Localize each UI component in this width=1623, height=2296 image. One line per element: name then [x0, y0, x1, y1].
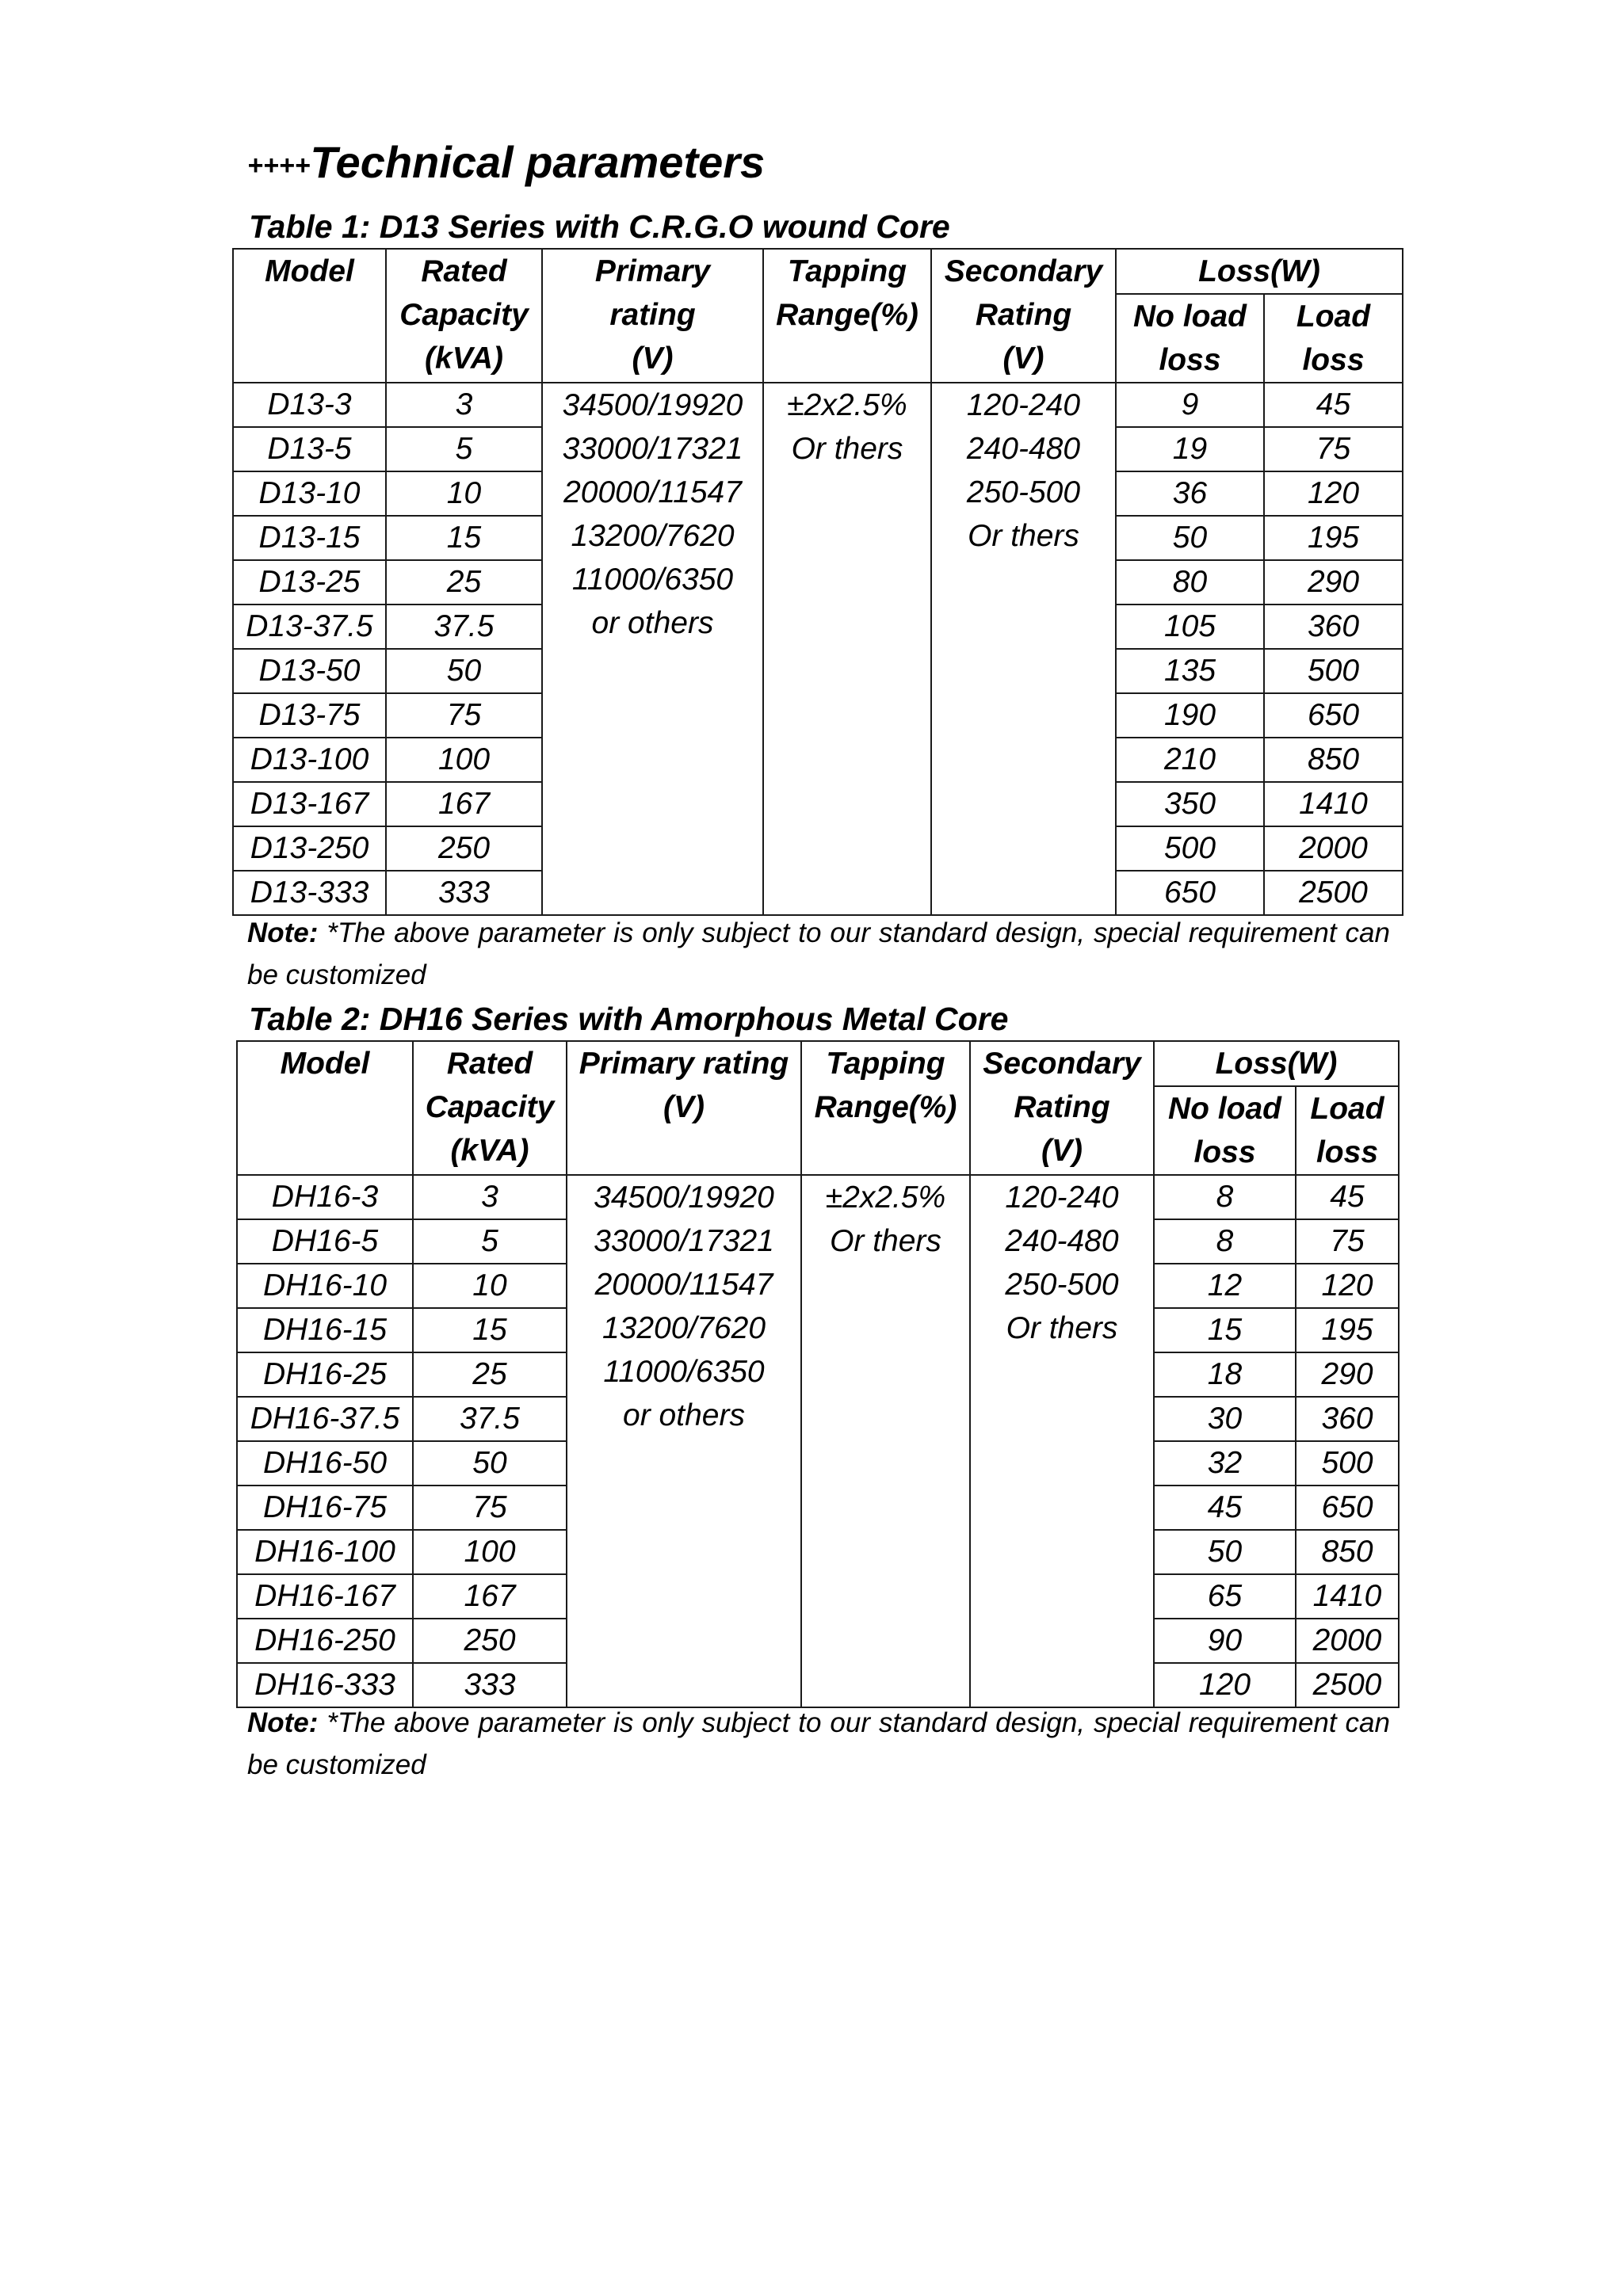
- cell-load-loss: 360: [1264, 605, 1403, 649]
- cell-no-load-loss: 32: [1154, 1441, 1296, 1486]
- cell-load-loss: 650: [1264, 693, 1403, 738]
- cell-no-load-loss: 8: [1154, 1219, 1296, 1264]
- note-text: *The above parameter is only subject to our standard design, special requirement can be customized: [247, 917, 1390, 990]
- cell-secondary-rating-line: 240-480: [1005, 1224, 1119, 1258]
- cell-no-load-loss: 12: [1154, 1264, 1296, 1308]
- cell-model: D13-10: [233, 471, 386, 516]
- cell-capacity: 250: [386, 826, 542, 871]
- cell-model: DH16-15: [237, 1308, 413, 1352]
- cell-tapping-range-line: Or thers: [791, 432, 903, 466]
- header-tapping: Tapping Range(%): [801, 1041, 970, 1175]
- header-primary: Primary rating (V): [567, 1041, 801, 1175]
- header-load-loss: Load loss: [1264, 294, 1403, 383]
- cell-model: DH16-167: [237, 1574, 413, 1619]
- table2-caption: Table 2: DH16 Series with Amorphous Metal Core: [249, 1001, 1009, 1037]
- cell-no-load-loss: 45: [1154, 1486, 1296, 1530]
- cell-load-loss: 75: [1296, 1219, 1399, 1264]
- cell-load-loss: 45: [1296, 1175, 1399, 1219]
- header-load-loss: Load loss: [1296, 1086, 1399, 1175]
- cell-capacity: 3: [386, 383, 542, 427]
- cell-load-loss: 2500: [1296, 1663, 1399, 1707]
- cell-load-loss: 195: [1264, 516, 1403, 560]
- cell-capacity: 5: [413, 1219, 567, 1264]
- cell-load-loss: 500: [1296, 1441, 1399, 1486]
- cell-no-load-loss: 500: [1116, 826, 1264, 871]
- cell-secondary-rating: [931, 383, 1116, 915]
- cell-no-load-loss: 135: [1116, 649, 1264, 693]
- cell-capacity: 100: [413, 1530, 567, 1574]
- cell-model: D13-37.5: [233, 605, 386, 649]
- cell-no-load-loss: 15: [1154, 1308, 1296, 1352]
- cell-load-loss: 650: [1296, 1486, 1399, 1530]
- cell-primary-rating-line: 34500/19920: [594, 1180, 774, 1215]
- cell-no-load-loss: 9: [1116, 383, 1264, 427]
- cell-capacity: 15: [413, 1308, 567, 1352]
- cell-primary-rating-line: or others: [591, 606, 714, 640]
- header-model: Model: [233, 249, 386, 383]
- cell-capacity: 37.5: [413, 1397, 567, 1441]
- cell-primary-rating: [567, 1175, 801, 1707]
- header-secondary: Secondary Rating (V): [931, 249, 1116, 383]
- cell-secondary-rating-line: 240-480: [966, 432, 1081, 466]
- cell-primary-rating-line: 20000/11547: [563, 475, 742, 509]
- table2: [236, 1040, 1400, 1708]
- cell-primary-rating-line: 33000/17321: [562, 432, 743, 466]
- cell-model: D13-3: [233, 383, 386, 427]
- cell-tapping-range-line: ±2x2.5%: [825, 1180, 946, 1215]
- cell-capacity: 25: [386, 560, 542, 605]
- header-capacity: Rated Capacity (kVA): [386, 249, 542, 383]
- header-tapping: Tapping Range(%): [763, 249, 931, 383]
- header-model: Model: [237, 1041, 413, 1175]
- cell-no-load-loss: 30: [1154, 1397, 1296, 1441]
- title-text: Technical parameters: [310, 137, 766, 187]
- cell-no-load-loss: 105: [1116, 605, 1264, 649]
- cell-model: DH16-3: [237, 1175, 413, 1219]
- page-title: [247, 135, 765, 193]
- cell-load-loss: 45: [1264, 383, 1403, 427]
- cell-load-loss: 1410: [1264, 782, 1403, 826]
- cell-capacity: 100: [386, 738, 542, 782]
- cell-capacity: 5: [386, 427, 542, 471]
- cell-capacity: 50: [413, 1441, 567, 1486]
- cell-no-load-loss: 8: [1154, 1175, 1296, 1219]
- cell-no-load-loss: 65: [1154, 1574, 1296, 1619]
- cell-tapping-range-line: ±2x2.5%: [787, 388, 907, 422]
- cell-load-loss: 75: [1264, 427, 1403, 471]
- cell-load-loss: 2500: [1264, 871, 1403, 915]
- cell-primary-rating-line: 34500/19920: [562, 388, 743, 422]
- cell-secondary-rating-line: 250-500: [1005, 1268, 1119, 1302]
- cell-primary-rating-line: 20000/11547: [594, 1268, 773, 1302]
- cell-no-load-loss: 190: [1116, 693, 1264, 738]
- cell-secondary-rating-line: 250-500: [966, 475, 1081, 509]
- cell-load-loss: 360: [1296, 1397, 1399, 1441]
- cell-model: D13-15: [233, 516, 386, 560]
- cell-model: DH16-37.5: [237, 1397, 413, 1441]
- table2-note: [247, 1702, 1390, 1786]
- cell-primary-rating-line: or others: [623, 1398, 745, 1432]
- cell-model: DH16-250: [237, 1619, 413, 1663]
- header-no-load-loss: No load loss: [1154, 1086, 1296, 1175]
- cell-secondary-rating-line: Or thers: [1006, 1311, 1118, 1345]
- cell-model: D13-50: [233, 649, 386, 693]
- cell-load-loss: 290: [1264, 560, 1403, 605]
- table-row: [233, 383, 1403, 427]
- cell-secondary-rating-line: 120-240: [966, 388, 1081, 422]
- note-label: Note:: [247, 917, 319, 948]
- cell-model: D13-75: [233, 693, 386, 738]
- header-loss: Loss(W): [1154, 1041, 1399, 1086]
- cell-no-load-loss: 350: [1116, 782, 1264, 826]
- cell-no-load-loss: 19: [1116, 427, 1264, 471]
- cell-capacity: 333: [413, 1663, 567, 1707]
- cell-load-loss: 120: [1296, 1264, 1399, 1308]
- cell-primary-rating-line: 11000/6350: [571, 563, 734, 597]
- cell-model: DH16-75: [237, 1486, 413, 1530]
- table-row: [237, 1175, 1399, 1219]
- cell-capacity: 37.5: [386, 605, 542, 649]
- table1-note: [247, 912, 1390, 996]
- cell-model: DH16-50: [237, 1441, 413, 1486]
- title-prefix: ++++: [247, 151, 311, 181]
- header-capacity: Rated Capacity (kVA): [413, 1041, 567, 1175]
- table1-caption: Table 1: D13 Series with C.R.G.O wound Core: [249, 208, 950, 245]
- cell-primary-rating-line: 13200/7620: [571, 519, 735, 553]
- cell-load-loss: 120: [1264, 471, 1403, 516]
- cell-capacity: 10: [413, 1264, 567, 1308]
- cell-model: DH16-5: [237, 1219, 413, 1264]
- cell-load-loss: 500: [1264, 649, 1403, 693]
- cell-tapping-range: [801, 1175, 970, 1707]
- cell-load-loss: 2000: [1296, 1619, 1399, 1663]
- cell-capacity: 10: [386, 471, 542, 516]
- cell-capacity: 75: [413, 1486, 567, 1530]
- cell-load-loss: 1410: [1296, 1574, 1399, 1619]
- cell-no-load-loss: 36: [1116, 471, 1264, 516]
- table1: [232, 248, 1403, 916]
- header-no-load-loss: No load loss: [1116, 294, 1264, 383]
- cell-secondary-rating-line: Or thers: [968, 519, 1079, 553]
- header-loss: Loss(W): [1116, 249, 1403, 294]
- cell-capacity: 50: [386, 649, 542, 693]
- header-secondary: Secondary Rating (V): [970, 1041, 1154, 1175]
- cell-model: D13-333: [233, 871, 386, 915]
- cell-capacity: 25: [413, 1352, 567, 1397]
- cell-load-loss: 850: [1296, 1530, 1399, 1574]
- cell-tapping-range-line: Or thers: [830, 1224, 941, 1258]
- cell-capacity: 15: [386, 516, 542, 560]
- cell-model: D13-100: [233, 738, 386, 782]
- cell-capacity: 250: [413, 1619, 567, 1663]
- cell-no-load-loss: 120: [1154, 1663, 1296, 1707]
- cell-model: D13-5: [233, 427, 386, 471]
- header-primary: Primary rating (V): [542, 249, 763, 383]
- note-label: Note:: [247, 1707, 319, 1738]
- cell-primary-rating-line: 33000/17321: [594, 1224, 774, 1258]
- cell-no-load-loss: 210: [1116, 738, 1264, 782]
- cell-model: D13-25: [233, 560, 386, 605]
- cell-no-load-loss: 650: [1116, 871, 1264, 915]
- cell-model: D13-250: [233, 826, 386, 871]
- cell-load-loss: 850: [1264, 738, 1403, 782]
- cell-model: DH16-10: [237, 1264, 413, 1308]
- cell-capacity: 3: [413, 1175, 567, 1219]
- cell-tapping-range: [763, 383, 931, 915]
- cell-load-loss: 195: [1296, 1308, 1399, 1352]
- cell-primary-rating: [542, 383, 763, 915]
- cell-model: DH16-100: [237, 1530, 413, 1574]
- cell-model: DH16-333: [237, 1663, 413, 1707]
- cell-primary-rating-line: 11000/6350: [603, 1355, 765, 1389]
- cell-secondary-rating-line: 120-240: [1005, 1180, 1119, 1215]
- cell-capacity: 167: [386, 782, 542, 826]
- cell-no-load-loss: 50: [1116, 516, 1264, 560]
- cell-no-load-loss: 50: [1154, 1530, 1296, 1574]
- cell-primary-rating-line: 13200/7620: [601, 1311, 766, 1345]
- cell-capacity: 167: [413, 1574, 567, 1619]
- cell-secondary-rating: [970, 1175, 1154, 1707]
- cell-load-loss: 2000: [1264, 826, 1403, 871]
- cell-capacity: 333: [386, 871, 542, 915]
- cell-model: D13-167: [233, 782, 386, 826]
- cell-no-load-loss: 18: [1154, 1352, 1296, 1397]
- cell-model: DH16-25: [237, 1352, 413, 1397]
- cell-no-load-loss: 90: [1154, 1619, 1296, 1663]
- cell-capacity: 75: [386, 693, 542, 738]
- note-text: *The above parameter is only subject to our standard design, special requirement can be customized: [247, 1707, 1390, 1780]
- cell-load-loss: 290: [1296, 1352, 1399, 1397]
- cell-no-load-loss: 80: [1116, 560, 1264, 605]
